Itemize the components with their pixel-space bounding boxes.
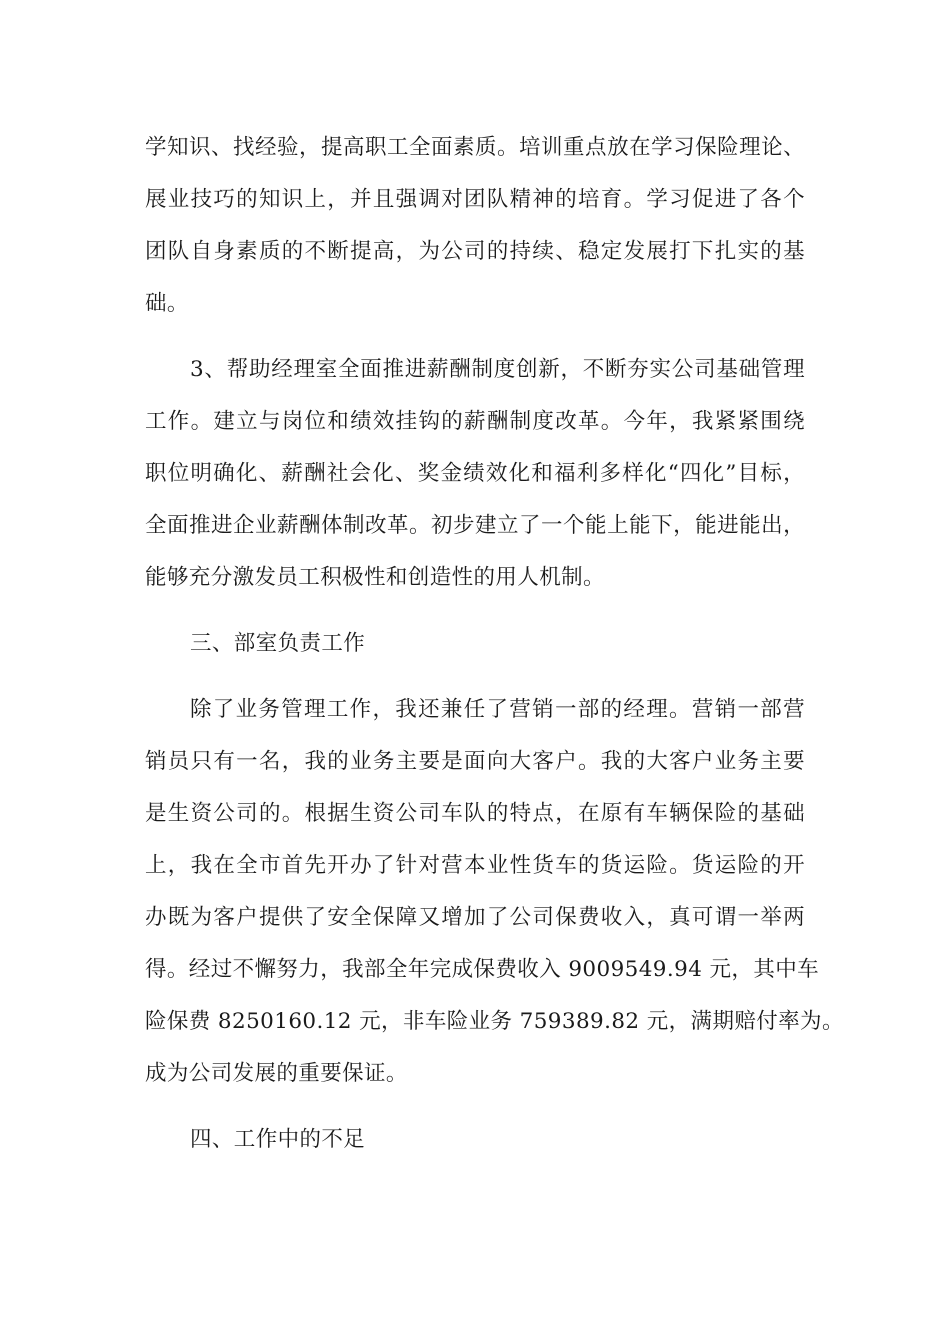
paragraph-1-line-1: 学知识、找经验，提高职工全面素质。培训重点放在学习保险理论、 bbox=[145, 135, 805, 160]
paragraph-3-line-6: 得。经过不懈努力，我部全年完成保费收入 9009549.94 元，其中车 bbox=[145, 957, 820, 982]
paragraph-1-line-4: 础。 bbox=[145, 291, 189, 316]
paragraph-1-line-3: 团队自身素质的不断提高，为公司的持续、稳定发展打下扎实的基 bbox=[145, 239, 805, 264]
paragraph-3-line-2: 销员只有一名，我的业务主要是面向大客户。我的大客户业务主要 bbox=[145, 749, 805, 774]
section-heading-4: 四、工作中的不足 bbox=[190, 1127, 366, 1152]
paragraph-3-line-4: 上，我在全市首先开办了针对营本业性货车的货运险。货运险的开 bbox=[145, 853, 805, 878]
paragraph-3-line-7: 险保费 8250160.12 元，非车险业务 759389.82 元，满期赔付率为。 bbox=[145, 1009, 844, 1034]
paragraph-1-line-2: 展业技巧的知识上，并且强调对团队精神的培育。学习促进了各个 bbox=[145, 187, 805, 212]
paragraph-3-line-1: 除了业务管理工作，我还兼任了营销一部的经理。营销一部营 bbox=[190, 697, 805, 722]
section-heading-3: 三、部室负责工作 bbox=[190, 631, 366, 656]
paragraph-2-line-1: 3、帮助经理室全面推进薪酬制度创新，不断夯实公司基础管理 bbox=[190, 357, 805, 382]
paragraph-2-line-4: 全面推进企业薪酬体制改革。初步建立了一个能上能下，能进能出， bbox=[145, 513, 805, 538]
paragraph-3-line-8: 成为公司发展的重要保证。 bbox=[145, 1061, 408, 1086]
paragraph-3-line-5: 办既为客户提供了安全保障又增加了公司保费收入，真可谓一举两 bbox=[145, 905, 805, 930]
paragraph-2-line-5: 能够充分激发员工积极性和创造性的用人机制。 bbox=[145, 565, 605, 590]
paragraph-2-line-2: 工作。建立与岗位和绩效挂钩的薪酬制度改革。今年，我紧紧围绕 bbox=[145, 409, 805, 434]
paragraph-3-line-3: 是生资公司的。根据生资公司车队的特点，在原有车辆保险的基础 bbox=[145, 801, 805, 826]
paragraph-2-line-3: 职位明确化、薪酬社会化、奖金绩效化和福利多样化“四化”目标， bbox=[145, 461, 805, 486]
